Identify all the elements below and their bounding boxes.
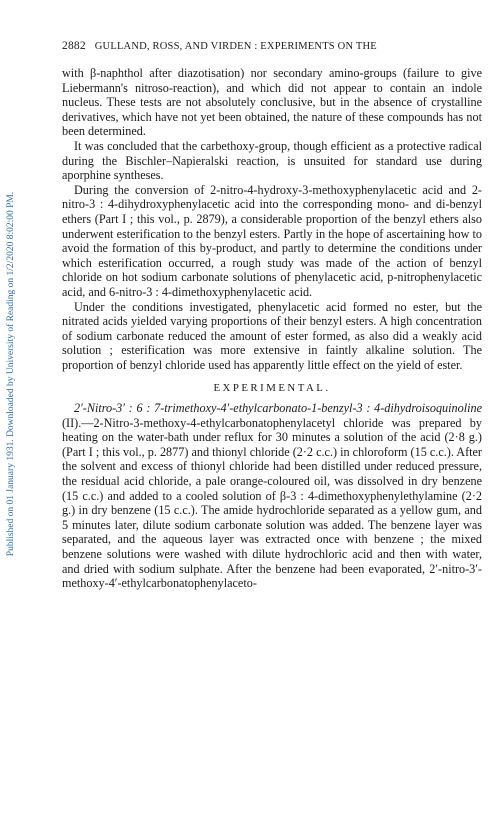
article-body — [62, 66, 482, 591]
running-title: GULLAND, ROSS, AND VIRDEN : EXPERIMENTS ON THE — [94, 41, 377, 52]
section-heading-experimental: EXPERIMENTAL. — [213, 382, 331, 395]
paragraph-experimental — [62, 401, 482, 591]
download-watermark — [4, 94, 18, 654]
paragraph-benzyl-ethers: During the conversion of 2-nitro-4-hydroxy-3-methoxyphenylacetic acid and 2-nitro-3 : 4-dihydroxyphenylacetic acid into the corresponding mono- and di-benzyl ethers (Part I ; this vol., p. 2879), a considerable proportion of the benzyl ethers also underwent esterification to the benzyl esters. Partly in the hope of ascertaining how to avoid the formation of this by-product, and partly to determine the conditions under which esterification occurred, a rough study was made of the action of benzyl chloride on hot sodium carbonate solutions of phenylacetic acid, p-nitrophenylacetic acid, and 6-nitro-3 : 4-dimethoxyphenylacetic acid. — [62, 182, 482, 299]
download-watermark-text: Published on 01 January 1931. Downloaded by University of Reading on 1/2/2020 8:02:00 PM. — [6, 191, 16, 557]
paragraph-continued: with β-naphthol after diazotisation) nor secondary amino-groups (failure to give Liebermann's nitroso-reaction), and which did not appear to contain an indole nucleus. These tests are not absolutely conclusive, but in the absence of crystalline derivatives, which have not yet been obtained, the nature of these compounds has not been determined. — [62, 66, 482, 139]
paragraph-esterification: Under the conditions investigated, phenylacetic acid formed no ester, but the nitrated acids yielded varying proportions of their benzyl esters. A high concentration of sodium carbonate reduced the amount of ester formed, as also did a weakly acid solution ; esterification was more extensive in faintly alkaline solution. The proportion of benzyl chloride used has apparently little effect on the yield of ester. — [62, 299, 482, 372]
page-number: 2882 — [62, 40, 86, 52]
compound-name: 2′-Nitro-3′ : 6 : 7-trimethoxy-4′-ethylcarbonato-1-benzyl-3 : 4-dihydroisoquinoline — [74, 401, 482, 416]
running-head — [62, 40, 482, 52]
paragraph-conclusion: It was concluded that the carbethoxy-group, though efficient as a protective radical during the Bischler–Napieralski reaction, is unsuited for standard use during aporphine syntheses. — [62, 138, 482, 183]
paragraph-experimental-text: (II).—2-Nitro-3-methoxy-4-ethylcarbonatophenylacetyl chloride was prepared by heating on the water-bath under reflux for 30 minutes a solution of the acid (2·8 g.) (Part I ; this vol., p. 2877) and thionyl chloride (2·2 c.c.) in chloroform (15 c.c.). After the solvent and excess of thionyl chloride had been distilled under reduced pressure, the residual acid chloride, a pale orange-coloured oil, was dissolved in dry benzene (15 c.c.) and added to a cooled solution of β-3 : 4-dimethoxyphenylethylamine (2·2 g.) in dry benzene (15 c.c.). The amide hydrochloride separated as a yellow gum, and 5 minutes later, dilute sodium carbonate solution was added. The benzene layer was separated, and the aqueous layer was extracted once with benzene ; the mixed benzene solutions were washed with dilute hydrochloric acid and then with water, and dried with sodium sulphate. After the benzene had been evaporated, 2′-nitro-3′-methoxy-4′-ethylcarbonatophenylaceto- — [62, 415, 482, 591]
